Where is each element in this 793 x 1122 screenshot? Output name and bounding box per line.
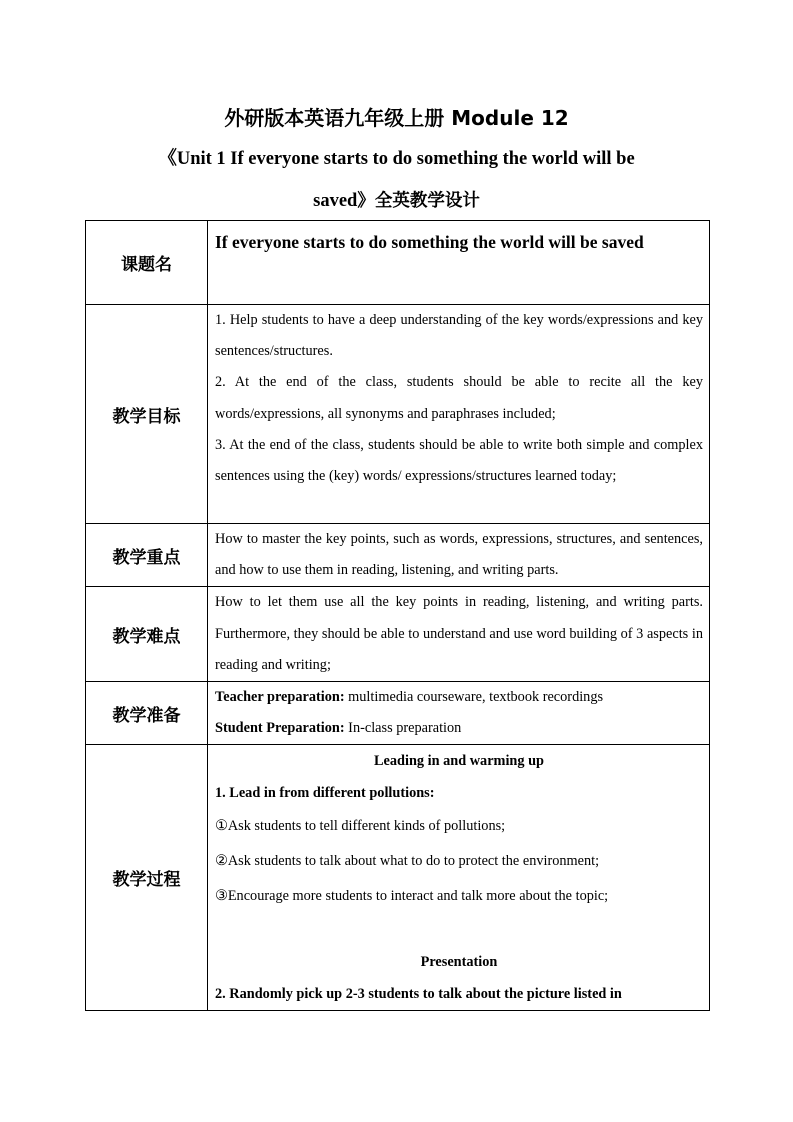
- difficulties-text: How to let them use all the key points in reading, listening, and writing parts. Furthermore, they should be able to understand and use word building of 3 aspects in reading and writing;: [208, 587, 710, 682]
- document-title: 外研版本英语九年级上册 Module 12: [224, 106, 569, 130]
- objective-item: 3. At the end of the class, students should be able to write both simple and complex sentences using the (key) words/ expressions/structures learned today;: [215, 436, 703, 485]
- objective-item: 2. At the end of the class, students should be able to recite all the key words/expressions, all synonyms and paraphrases included;: [215, 374, 703, 422]
- label-preparation: 教学准备: [86, 682, 208, 745]
- objective-item: 1. Help students to have a deep understanding of the key words/expressions and key sentences/structures.: [215, 312, 703, 360]
- section-heading: Presentation: [420, 954, 498, 971]
- spacer: [215, 914, 703, 946]
- process-cell: [208, 745, 710, 1011]
- student-preparation-text: In-class preparation: [344, 720, 462, 737]
- row-objectives: [86, 305, 710, 524]
- key-points-text: How to master the key points, such as words, expressions, structures, and sentences, and how to use them in reading, listening, and writing parts.: [208, 524, 710, 587]
- label-topic: 课题名: [86, 221, 208, 305]
- label-objectives: 教学目标: [86, 305, 208, 524]
- row-process: [86, 745, 710, 1011]
- step-heading: 1. Lead in from different pollutions:: [215, 785, 435, 802]
- step-item: ③Encourage more students to interact and talk more about the topic;: [215, 888, 609, 905]
- student-preparation-label: Student Preparation:: [215, 720, 345, 737]
- step-item: ②Ask students to talk about what to do to protect the environment;: [215, 853, 600, 870]
- lesson-plan-table: [85, 220, 710, 1011]
- row-difficulties: [86, 587, 710, 682]
- preparation-cell: [208, 682, 710, 745]
- document-subtitle-line2: [0, 188, 793, 214]
- step-item: ①Ask students to tell different kinds of pollutions;: [215, 818, 506, 835]
- student-preparation: [215, 713, 703, 744]
- step-heading: 2. Randomly pick up 2-3 students to talk about the picture listed in: [215, 986, 622, 1003]
- subtitle-cjk: 》全英教学设计: [357, 191, 480, 211]
- label-difficulties: 教学难点: [86, 587, 208, 682]
- row-key-points: [86, 524, 710, 587]
- section-heading: Leading in and warming up: [373, 753, 545, 770]
- row-topic: [86, 221, 710, 305]
- teacher-preparation: [215, 682, 703, 713]
- teacher-preparation-label: Teacher preparation:: [215, 689, 345, 706]
- objectives-cell: [208, 305, 710, 524]
- label-process: 教学过程: [86, 745, 208, 1011]
- row-preparation: [86, 682, 710, 745]
- label-key-points: 教学重点: [86, 524, 208, 587]
- topic-value: If everyone starts to do something the world will be saved: [208, 221, 710, 305]
- teacher-preparation-text: multimedia courseware, textbook recordings: [344, 689, 604, 706]
- document-subtitle-line1: 《Unit 1 If everyone starts to do something the world will be: [158, 149, 635, 169]
- subtitle-word: saved: [313, 191, 358, 211]
